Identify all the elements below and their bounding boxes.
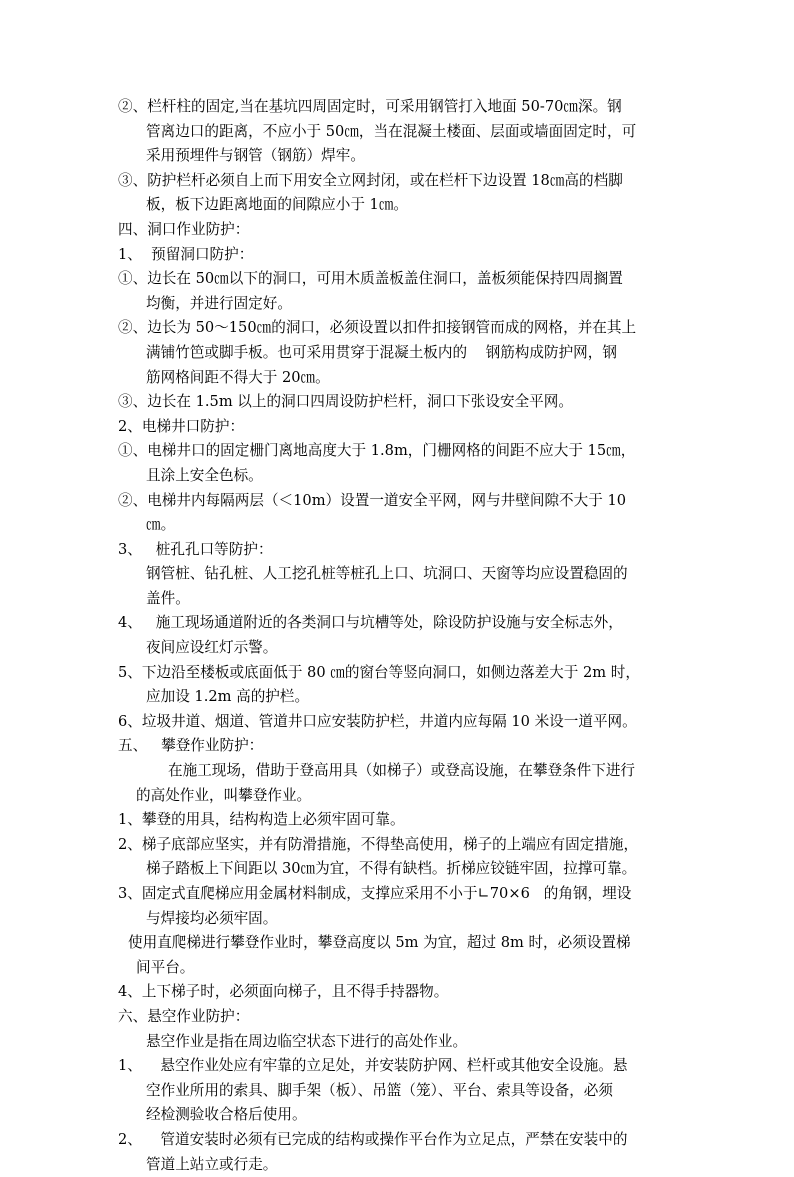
- text-line: ㎝。: [146, 516, 176, 534]
- text-line: ②、栏杆柱的固定,当在基坑四周固定时，可采用钢管打入地面 50-70㎝深。钢: [118, 98, 622, 115]
- subsection-heading: 2、电梯井口防护：: [118, 417, 245, 435]
- text-line: 空作业所用的索具、脚手架（板）、吊篮（笼）、平台、索具等设备，必须: [146, 1081, 613, 1099]
- section-heading: 四、洞口作业防护：: [118, 220, 250, 238]
- text-line: 板，板下边距离地面的间隙应小于 1㎝。: [146, 196, 409, 214]
- subsection-heading: 1、 预留洞口防护：: [118, 245, 254, 263]
- subsection-heading: 3、 桩孔孔口等防护：: [118, 540, 273, 558]
- text-line: 间平台。: [136, 958, 195, 976]
- text-line: 夜间应设红灯示警。: [146, 639, 278, 657]
- section-heading: 五、 攀登作业防护：: [118, 737, 264, 755]
- text-line: 满铺竹笆或脚手板。也可采用贯穿于混凝土板内的 钢筋构成防护网，钢: [146, 343, 617, 361]
- text-line: 使用直爬梯进行攀登作业时，攀登高度以 5m 为宜，超过 8m 时，必须设置梯: [128, 934, 631, 952]
- text-line: 且涂上安全色标。: [146, 466, 263, 484]
- text-line: 筋网格间距不得大于 20㎝。: [146, 368, 330, 386]
- text-line: ②、边长为 50～150㎝的洞口，必须设置以扣件扣接钢管而成的网格，并在其上: [118, 319, 637, 337]
- text-line: 2、梯子底部应坚实，并有防滑措施，不得垫高使用，梯子的上端应有固定措施，: [118, 835, 639, 853]
- text-line: 钢管桩、钻孔桩、人工挖孔桩等桩孔上口、坑洞口、天窗等均应设置稳固的: [146, 565, 628, 583]
- text-line: ③、边长在 1.5m 以上的洞口四周设防护栏杆，洞口下张设安全平网。: [118, 393, 573, 411]
- text-line: 3、固定式直爬梯应用金属材料制成，支撑应采用不小于∟70×6 的角钢，埋设: [118, 885, 632, 902]
- text-line: 均衡，并进行固定好。: [146, 294, 292, 312]
- text-line: 4、 施工现场通道附近的各类洞口与坑槽等处，除设防护设施与安全标志外，: [118, 614, 623, 632]
- text-line: 5、下边沿至楼板或底面低于 80 ㎝的窗台等竖向洞口，如侧边落差大于 2m 时，: [118, 663, 640, 681]
- text-line: 与焊接均必须牢固。: [146, 909, 278, 927]
- section-heading: 六、悬空作业防护：: [118, 1007, 250, 1025]
- text-line: 采用预埋件与钢管（钢筋）焊牢。: [146, 147, 365, 165]
- text-line: 2、 管道安装时必须有已完成的结构或操作平台作为立足点，严禁在安装中的: [118, 1130, 628, 1148]
- text-line: 的高处作业，叫攀登作业。: [136, 786, 312, 804]
- text-line: 经检测验收合格后使用。: [146, 1106, 307, 1124]
- text-line: 1、 悬空作业处应有牢靠的立足处，并安装防护网、栏杆或其他安全设施。悬: [118, 1057, 628, 1075]
- text-line: 盖件。: [146, 589, 190, 607]
- text-line: 应加设 1.2m 高的护栏。: [146, 688, 310, 706]
- text-line: 管离边口的距离，不应小于 50㎝，当在混凝土楼面、层面或墙面固定时，可: [146, 122, 637, 140]
- text-line: 管道上站立或行走。: [146, 1155, 278, 1173]
- text-line: ①、电梯井口的固定栅门离地高度大于 1.8m，门栅网格的间距不应大于 15㎝，: [118, 442, 636, 460]
- text-line: 6、垃圾井道、烟道、管道井口应安装防护栏，井道内应每隔 10 米设一道平网。: [118, 712, 637, 730]
- text-line: 1、攀登的用具，结构构造上必须牢固可靠。: [118, 811, 405, 829]
- document-body: [118, 95, 688, 1177]
- text-line: ①、边长在 50㎝以下的洞口，可用木质盖板盖住洞口，盖板须能保持四周搁置: [118, 270, 623, 288]
- text-line: 在施工现场，借助于登高用具（如梯子）或登高设施，在攀登条件下进行: [168, 762, 636, 780]
- text-line: 梯子踏板上下间距以 30㎝为宜，不得有缺档。折梯应铰链牢固，拉撑可靠。: [146, 860, 637, 878]
- text-line: ③、防护栏杆必须自上而下用安全立网封闭，或在栏杆下边设置 18㎝高的档脚: [118, 171, 623, 189]
- text-line: 悬空作业是指在周边临空状态下进行的高处作业。: [146, 1032, 468, 1050]
- text-line: 4、上下梯子时，必须面向梯子，且不得手持器物。: [118, 983, 449, 1001]
- text-line: ②、电梯井内每隔两层（＜10m）设置一道安全平网，网与井壁间隙不大于 10: [118, 491, 627, 509]
